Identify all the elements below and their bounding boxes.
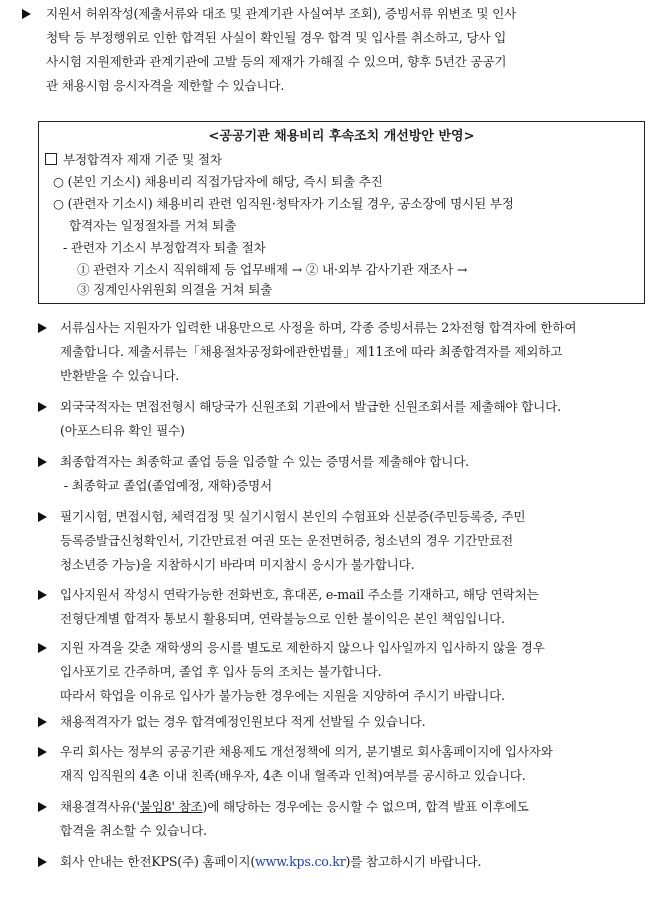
triangle-bullet-icon [38,457,47,467]
text-line: 반환받을 수 있습니다. [60,368,180,383]
text-line: 최종합격자는 최종학교 졸업 등을 입증할 수 있는 증명서를 제출해야 합니다. [60,454,469,469]
text-line: 전형단계별 합격자 통보시 활용되며, 연락불능으로 인한 불이익은 본인 책임입니다. [60,611,505,626]
attachment-reference: 붙임8' 참조 [139,799,203,814]
text-line: 청탁 등 부정행위로 인한 합격된 사실이 확인될 경우 합격 및 입사를 취소하고, 당사 입 [46,30,507,45]
triangle-bullet-icon [38,590,47,600]
disqualify-pre: 채용결격사유(' [60,799,140,814]
text-line: 청소년증 가능)을 지참하시기 바라며 미지참시 응시가 불가합니다. [60,557,415,572]
box-line: 합격자는 일정절차를 거쳐 퇴출 [69,218,236,233]
text-line: 지원서 허위작성(제출서류와 대조 및 관계기관 사실여부 조회), 증빙서류 위변조 및 인사 [46,6,517,21]
text-line: 지원 자격을 갖춘 재학생의 응시를 별도로 제한하지 않으나 입사일까지 입사하지 않을 경우 [60,640,545,655]
text-line: 입사지원서 작성시 연락가능한 전화번호, 휴대폰, e-mail 주소를 기재하고, 해당 연락처는 [60,587,539,602]
text-line: 등록증발급신청확인서, 기간만료전 여권 또는 운전면허증, 청소년의 경우 기간만료전 [60,533,514,548]
text-line: 관 채용시험 응시자격을 제한할 수 있습니다. [46,78,285,93]
triangle-bullet-icon [38,323,47,333]
company-post: )를 참고하시기 바랍니다. [345,854,482,869]
text-line [60,850,648,874]
text-line: 제출합니다. 제출서류는「채용절차공정화에관한법률」제11조에 따라 최종합격자를 제외하고 [60,344,563,359]
triangle-bullet-icon [22,9,31,19]
box-heading [45,150,222,170]
box-line: ③ 징계인사위원회 의결을 거쳐 퇴출 [77,282,273,297]
box-title: <공공기관 채용비리 후속조치 개선방안 반영> [208,129,475,144]
text-line: 우리 회사는 정부의 공공기관 채용제도 개선정책에 의거, 분기별로 회사홈페이지에 입사자와 [60,744,553,759]
text-line: 재직 임직원의 4촌 이내 친족(배우자, 4촌 이내 혈족과 인척)여부를 공시하고 있습니다. [60,768,526,783]
triangle-bullet-icon [38,717,47,727]
text-line: - 최종학교 졸업(졸업예정, 재학)증명서 [60,478,272,493]
box-heading-text: 부정합격자 제재 기준 및 절차 [63,152,222,167]
company-pre: 회사 안내는 한전KPS(주) 홈페이지( [60,854,256,869]
box-line: - 관련자 기소시 부정합격자 퇴출 절차 [63,240,266,255]
checkbox-square-icon [45,153,57,165]
text-line: 채용적격자가 없는 경우 합격예정인원보다 적게 선발될 수 있습니다. [60,714,426,729]
triangle-bullet-icon [38,643,47,653]
text-line: 따라서 학업을 이유로 입사가 불가능한 경우에는 지원을 지양하여 주시기 바랍니다. [60,688,505,703]
homepage-link[interactable]: www.kps.co.kr [255,854,346,869]
text-line: (아포스티유 확인 필수) [60,423,185,438]
disqualify-post: )에 해당하는 경우에는 응시할 수 없으며, 합격 발표 이후에도 [202,799,529,814]
text-line: 합격을 취소할 수 있습니다. [60,823,207,838]
text-line: 서류심사는 지원자가 입력한 내용만으로 사정을 하며, 각종 증빙서류는 2차전형 합격자에 한하여 [60,320,577,335]
triangle-bullet-icon [38,802,47,812]
box-line: ○ (본인 기소시) 채용비리 직접가담자에 해당, 즉시 퇴출 추진 [53,174,383,189]
recruitment-fraud-box [38,121,645,304]
triangle-bullet-icon [38,747,47,757]
text-line: 사시험 지원제한과 관계기관에 고발 등의 제재가 가해질 수 있으며, 향후 5년간 공공기 [46,54,507,69]
notice-intro-text [46,2,647,98]
box-line: ○ (관련자 기소시) 채용비리 관련 임직원·청탁자가 기소될 경우, 공소장에 명시된 부정 [53,196,514,211]
text-line: 외국국적자는 면접전형시 해당국가 신원조회 기관에서 발급한 신원조회서를 제출해야 합니다. [60,399,561,414]
triangle-bullet-icon [38,512,47,522]
box-line: ① 관련자 기소시 직위해제 등 업무배제 → ② 내·외부 감사기관 재조사 → [77,262,468,277]
text-line: 필기시험, 면접시험, 체력검정 및 실기시험시 본인의 수험표와 신분증(주민등록증, 주민 [60,509,526,524]
text-line: 입사포기로 간주하며, 졸업 후 입사 등의 조치는 불가합니다. [60,664,382,679]
triangle-bullet-icon [38,857,47,867]
text-line [60,795,648,819]
triangle-bullet-icon [38,402,47,412]
